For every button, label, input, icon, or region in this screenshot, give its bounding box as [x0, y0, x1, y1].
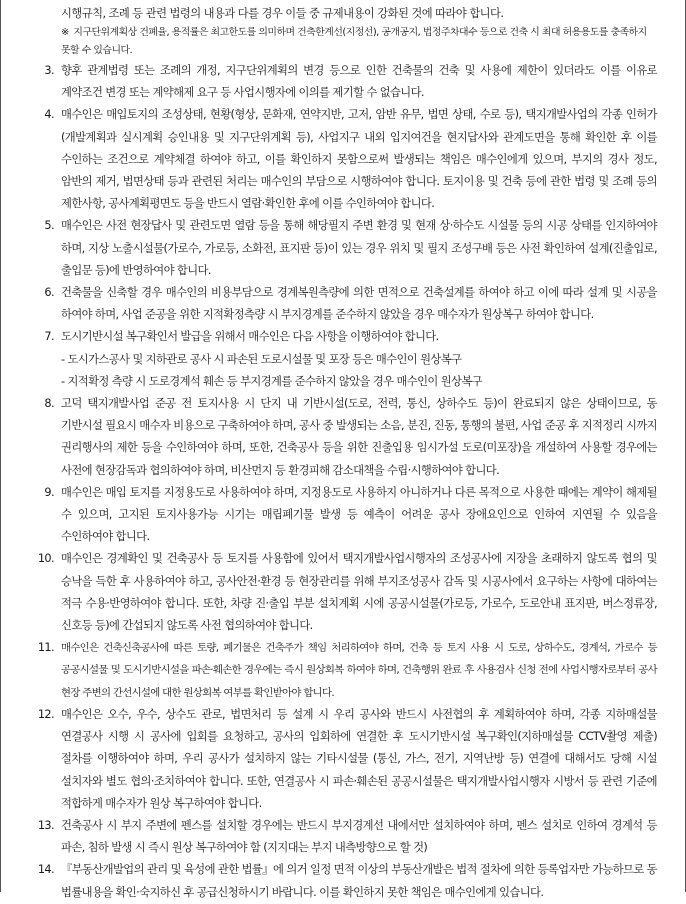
- clause-number: 8.: [44, 397, 54, 411]
- clause-list: [31, 60, 657, 904]
- clause-number: 13.: [37, 818, 54, 832]
- clause-number: 9.: [44, 485, 54, 499]
- clause-text: 고덕 택지개발사업 준공 전 토지사용 시 단지 내 기반시설(도로, 전력, 통신, 상하수도 등)이 완료되지 않은 상태이므로, 동 기반시설 필요시 매수자 비용으로 구축하여야 하며, 공사 중 발생되는 소음, 분진, 진동, 통행의 불편, 사업 준공 후 지적정리 시까지 권리행사의 제한 등을 수인하여야 하며, 또한, 건축공사 등을 위한 진출입용 임시가설 도로(미포장)을 개설하여 사용할 경우에는 사전에 현장감독과 협의하여야 하며, 비산먼지 등 환경피해 감소대책을 수립·시행하여야 합니다.: [61, 397, 658, 477]
- clause-5: [31, 215, 657, 282]
- clause-number: 6.: [44, 286, 54, 300]
- clause-text: 건축물을 신축할 경우 매수인의 비용부담으로 경계복원측량에 의한 면적으로 건축설계를 하여야 하고 이에 따라 설계 및 시공을 하여야 하며, 사업 준공을 위한 지적확정측량 시 부지경계를 준수하지 않았을 경우 매수자가 원상복구 하여야 합니다.: [61, 286, 657, 322]
- clause-13: [31, 815, 657, 859]
- note-text: 지구단위계획상 건폐율, 용적률은 최고한도를 의미하며 건축한계선(지정선), 공개공지, 법정주차대수 등으로 건축 시 최대 허용용도를 충족하지 못할 수 있습니다.: [61, 27, 647, 56]
- clause-sub-item: - 도시가스공사 및 지하관로 공사 시 파손된 도로시설물 및 포장 등은 매수인이 원상복구: [61, 352, 462, 366]
- clause-number: 10.: [37, 552, 54, 566]
- clause-number: 11.: [37, 641, 54, 655]
- clause-10: [31, 548, 657, 637]
- note: [31, 24, 657, 60]
- clause-8: [31, 393, 657, 482]
- clause-3: [31, 60, 657, 104]
- clause-text: 매수인은 매입토지의 조성상태, 현황(형상, 문화재, 연약지반, 고저, 암반 유무, 법면 상태, 수로 등), 택지개발사업의 각종 인허가(개발계획과 실시계획 승인내용 및 지구단위계획 등), 사업지구 내외 입지여건을 현지답사와 관계도면을 통해 확인한 후 이를 수인하는 조건으로 계약체결 하여야 하고, 이를 확인하지 못함으로써 발생되는 책임은 매수인에게 있으며, 부지의 경사 정도, 암반의 제거, 법면상태 등과 관련된 처리는 매수인의 부담으로 시행하여야 합니다. 토지이용 및 건축 등에 관한 법령 및 조례 등의 제한사항, 공사계획평면도 등을 반드시 열람·확인한 후에 이를 수인하여야 합니다.: [61, 108, 657, 211]
- note-mark: ※: [61, 27, 69, 38]
- clause-text: 매수인은 경계확인 및 건축공사 등 토지를 사용함에 있어서 택지개발사업시행자의 조성공사에 지장을 초래하지 않도록 협의 및 승낙을 득한 후 사용하여야 하고, 공사안전·환경 등 현장관리를 위해 부지조성공사 감독 및 시공사에서 요구하는 사항에 대하여는 적극 수용·반영하여야 합니다. 또한, 차량 진·출입 부분 설치계획 시에 공공시설물(가로등, 가로수, 도로안내 표지판, 버스정류장, 신호등 등)에 간섭되지 않도록 사전 협의하여야 합니다.: [61, 552, 657, 633]
- clause-text: 매수인은 매입 토지를 지정용도로 사용하여야 하며, 지정용도로 사용하지 아니하거나 다른 목적으로 사용한 때에는 계약이 해제될 수 있으며, 고지된 토지사용가능 시기는 매립폐기물 발생 등 예측이 어려운 공사 장애요인으로 인하여 지연될 수 있음을 수인하여야 합니다.: [61, 485, 657, 544]
- clause-text: 건축공사 시 부지 주변에 펜스를 설치할 경우에는 반드시 부지경계선 내에서만 설치하여야 하며, 펜스 설치로 인하여 경계석 등 파손, 침하 발생 시 즉시 원상 복구하여야 함 (지지대는 부지 내측방향으로 할 것): [61, 818, 657, 855]
- clause-7: [31, 326, 657, 393]
- clause-number: 14.: [37, 863, 54, 877]
- clause-sub-item: - 지적확정 측량 시 도로경계석 훼손 등 부지경계를 준수하지 않았을 경우 매수인이 원상복구: [61, 374, 482, 388]
- clause-number: 7.: [44, 330, 54, 344]
- clause-text: 매수인은 오수, 우수, 상수도 관로, 법면처리 등 설계 시 우리 공사와 반드시 사전협의 후 계획하여야 하며, 각종 지하매설물 연결공사 시행 시 공사에 입회를 요청하고, 공사의 입회하에 연결한 후 도시기반시설 복구확인(지하매설물 CCTV촬영 제출) 절차를 이행하여야 하며, 우리 공사가 설치하지 않는 기타시설물 (통신, 가스, 전기, 지역난방 등) 연결에 대해서도 당해 시설 설치자와 별도 협의·조치하여야 합니다. 또한, 연결공사 시 파손·훼손된 공공시설물은 택지개발사업시행자 시방서 등 관련 기준에 적합하게 매수자가 원상 복구하여야 합니다.: [61, 707, 657, 810]
- clause-14: [31, 859, 657, 903]
- clause-text: 매수인은 건축신축공사에 따른 토량, 폐기물은 건축주가 책임 처리하여야 하며, 건축 등 토지 사용 시 도로, 상하수도, 경계석, 가로수 등 공공시설물 및 도시기반시설을 파손·훼손한 경우에는 즉시 원상회복 하여야 하며, 건축행위 완료 후 사용검사 신청 전에 사업시행자로부터 공사 현장 주변의 간선시설에 대한 원상회복 여부를 확인받아야 합니다.: [61, 642, 657, 699]
- clause-text: 매수인은 사전 현장답사 및 관련도면 열람 등을 통해 해당필지 주변 환경 및 현재 상·하수도 시설물 등의 시공 상태를 인지하여야 하며, 지상 노출시설물(가로수, 가로등, 소화전, 표지판 등)이 있는 경우 위치 및 필지 조성구배 등은 사전 확인하여 설계(진출입로, 출입문 등)에 반영하여야 합니다.: [61, 219, 657, 277]
- clause-number: 3.: [44, 64, 54, 77]
- clause-12: [31, 704, 657, 815]
- clause-text: 도시기반시설 복구확인서 발급을 위해서 매수인은 다음 사항을 이행하여야 합니다.: [61, 330, 439, 344]
- intro-line: 시행규칙, 조례 등 관련 법령의 내용과 다를 경우 이들 중 규제내용이 강화된 것에 따라야 합니다.: [61, 7, 504, 20]
- clause-number: 12.: [37, 707, 54, 721]
- clause-11: [31, 637, 657, 704]
- clause-number: 4.: [44, 108, 54, 122]
- clause-text: 향후 관계법령 또는 조례의 개정, 지구단위계획의 변경 등으로 인한 건축물의 건축 및 사용에 제한이 있더라도 이를 이유로 계약조건 변경 또는 계약해제 요구 등 사업시행자에 이의를 제기할 수 없습니다.: [61, 64, 657, 100]
- clause-text: 『부동산개발업의 관리 및 육성에 관한 법률』에 의거 일정 면적 이상의 부동산개발은 법적 절차에 의한 등록업자만 가능하므로 동 법률내용을 확인·숙지하신 후 공급신청하시기 바랍니다. 이를 확인하지 못한 책임은 매수인에게 있습니다.: [61, 863, 657, 899]
- clause-4: [31, 104, 657, 215]
- clause-9: [31, 482, 657, 549]
- clause-6: [31, 282, 657, 326]
- clause-body: [61, 326, 657, 393]
- clause-number: 5.: [44, 219, 54, 233]
